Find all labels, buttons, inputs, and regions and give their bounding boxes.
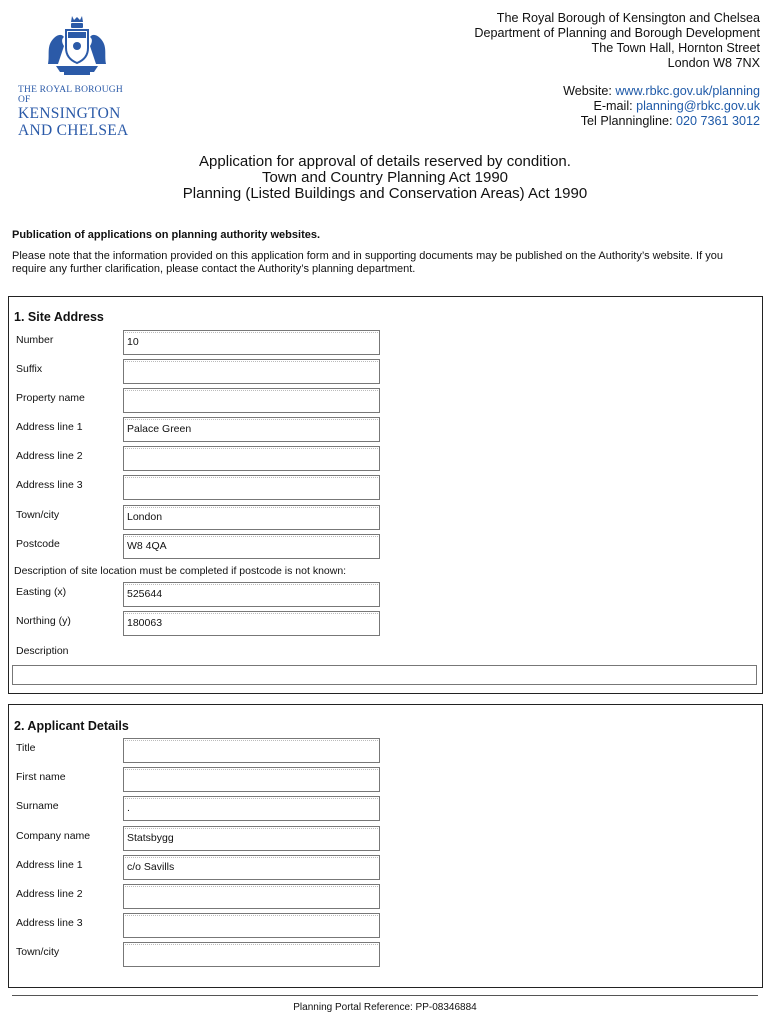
address-line-1-field[interactable]: Palace Green [123,417,380,442]
applicant-details-section [8,704,763,988]
location-note: Description of site location must be completed if postcode is not known: [14,565,347,577]
tel-label: Tel Planningline: [580,114,673,128]
footer-divider [12,995,758,996]
title-field[interactable] [123,738,380,763]
postcode-field[interactable]: W8 4QA [123,534,380,559]
council-logo [18,14,138,139]
easting-field[interactable]: 525644 [123,582,380,607]
title-line-3: Planning (Listed Buildings and Conservation Areas) Act 1990 [182,185,588,202]
department-name: Department of Planning and Borough Development [474,26,760,40]
applicant-town-city-field[interactable] [123,942,380,967]
publication-heading: Publication of applications on planning authority websites. [12,229,321,241]
title-line-1: Application for approval of details reserved by condition. [199,153,571,170]
field-label: Title [16,742,36,754]
logo-small-text: THE ROYAL BOROUGH OF [18,85,123,105]
field-label: Easting (x) [16,586,67,598]
address-line-2-field[interactable] [123,446,380,471]
applicant-address-line-3-field[interactable] [123,913,380,938]
description-label: Description [16,645,69,657]
applicant-address-line-2-field[interactable] [123,884,380,909]
email-label: E-mail: [593,99,633,113]
field-label: Address line 1 [16,859,83,871]
logo-line-1: KENSINGTON [18,105,121,122]
section-title: 2. Applicant Details [14,719,129,733]
field-label: Suffix [16,363,43,375]
field-label: Address line 2 [16,450,83,462]
field-label: Address line 3 [16,479,83,491]
first-name-field[interactable] [123,767,380,792]
field-label: Surname [16,800,59,812]
property-name-field[interactable] [123,388,380,413]
coat-of-arms-icon [42,14,112,76]
company-name-field[interactable]: Statsbygg [123,826,380,851]
surname-field[interactable]: . [123,796,380,821]
logo-line-2: AND CHELSEA [18,122,129,139]
field-label: Address line 3 [16,917,83,929]
tel-row [474,114,760,129]
portal-reference: Planning Portal Reference: PP-08346884 [293,1002,477,1013]
northing-field[interactable]: 180063 [123,611,380,636]
site-address-section [8,296,763,694]
field-label: Town/city [16,509,60,521]
website-row [474,84,760,99]
publication-note: Please note that the information provided on this application form and in supporting documents may be published on the Authority’s website. If you require any further clarification, please contact the Authority’s planning department. [12,250,723,275]
description-field[interactable] [12,665,757,685]
field-label: Town/city [16,946,60,958]
section-title: 1. Site Address [14,310,104,324]
title-line-2: Town and Country Planning Act 1990 [262,169,508,186]
field-label: Postcode [16,538,60,550]
org-name: The Royal Borough of Kensington and Chelsea [496,11,760,25]
address-line-1: The Town Hall, Hornton Street [591,41,760,55]
number-field[interactable]: 10 [123,330,380,355]
address-line-3-field[interactable] [123,475,380,500]
address-line-2: London W8 7NX [667,56,760,70]
field-label: Company name [16,830,91,842]
email-row [474,99,760,114]
field-label: Address line 2 [16,888,83,900]
tel-link[interactable]: 020 7361 3012 [675,114,760,128]
form-title [0,154,770,202]
field-label: Property name [16,392,85,404]
website-link[interactable]: www.rbkc.gov.uk/planning [615,84,760,98]
email-link[interactable]: planning@rbkc.gov.uk [636,99,760,113]
website-label: Website: [563,84,612,98]
suffix-field[interactable] [123,359,380,384]
field-label: First name [16,771,66,783]
field-label: Northing (y) [16,615,71,627]
town-city-field[interactable]: London [123,505,380,530]
applicant-address-line-1-field[interactable]: c/o Savills [123,855,380,880]
field-label: Number [16,334,54,346]
contact-block [474,11,760,129]
field-label: Address line 1 [16,421,83,433]
